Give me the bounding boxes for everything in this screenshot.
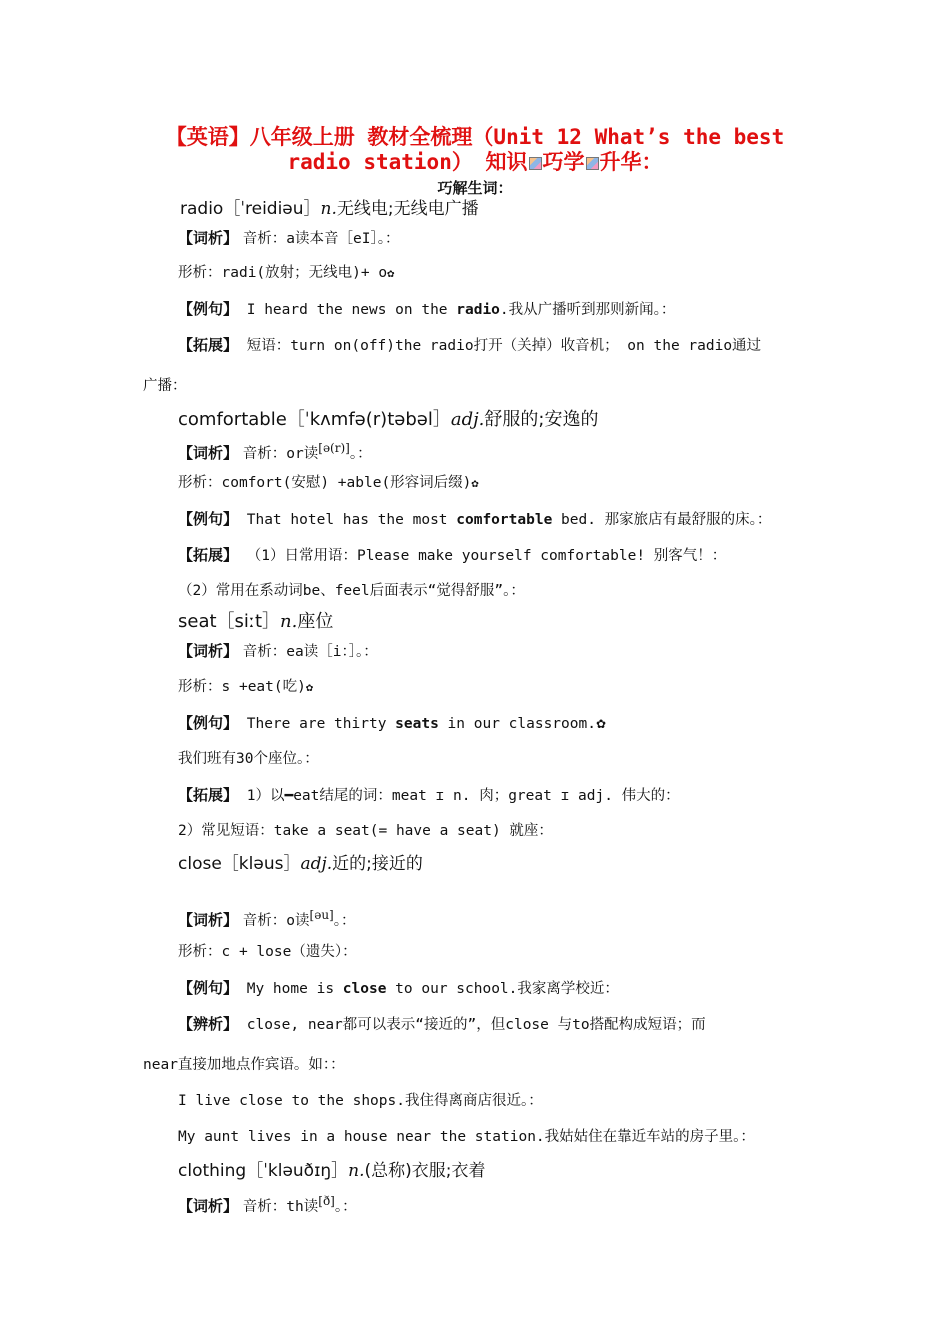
close-discrimination-continued: near直接加地点作宾语。如：： <box>143 1057 345 1073</box>
close-phonetic-analysis: 【词析】 音析：o读[əu]。： <box>178 908 356 929</box>
scroll-glyph-icon: ✿ <box>305 680 314 694</box>
scroll-glyph-icon: ✿ <box>387 266 395 280</box>
close-example-3: My aunt lives in a house near the station.我姑姑住在靠近车站的房子里。： <box>178 1129 755 1145</box>
clothing-phonetic-analysis: 【词析】 音析：th读[ð]。： <box>178 1194 357 1215</box>
comfortable-extension: 【拓展】 （1）日常用语：Please make yourself comfortable! 别客气！： <box>178 546 727 564</box>
section-heading: 巧解生词： <box>437 179 513 197</box>
radio-extension: 【拓展】 短语：turn on(off)the radio打开（关掉）收音机； on the radio通过 <box>178 336 762 354</box>
radio-form-analysis: 形析：radi(放射；无线电)+ o✿ <box>178 265 395 281</box>
close-discrimination: 【辨析】 close, near都可以表示“接近的”，但close 与to搭配构成短语；而 <box>178 1015 706 1033</box>
document-title-line2: radio station） 知识 巧学 升华： <box>287 150 663 174</box>
broken-image-icon <box>529 157 542 170</box>
scroll-glyph-icon: ✿ <box>595 717 607 731</box>
close-example-2: I live close to the shops.我住得离商店很近。： <box>178 1093 543 1109</box>
radio-example: 【例句】 I heard the news on the radio.我从广播听到那则新闻。： <box>178 300 676 318</box>
headword-close: close［kləus］adj.近的;接近的 <box>178 854 423 874</box>
headword-comfortable: comfortable［ˈkʌmfə(r)təbəl］adj.舒服的;安逸的 <box>178 409 599 430</box>
headword-radio: radio［ˈreidiəu］n.无线电;无线电广播 <box>180 199 479 219</box>
comfortable-form-analysis: 形析：comfort(安慰) +able(形容词后缀)✿ <box>178 475 479 491</box>
seat-extension-2: 2）常见短语：take a seat(= have a seat) 就座： <box>178 823 553 839</box>
headword-seat: seat［siːt］n.座位 <box>178 611 334 632</box>
comfortable-extension-2: （2）常用在系动词be、feel后面表示“觉得舒服”。： <box>178 583 525 599</box>
close-example: 【例句】 My home is close to our school.我家离学校近： <box>178 979 619 997</box>
radio-extension-continued: 广播： <box>143 378 187 394</box>
close-form-analysis: 形析：c + lose（遗失）： <box>178 944 357 960</box>
comfortable-example: 【例句】 That hotel has the most comfortable bed. 那家旅店有最舒服的床。： <box>178 510 772 528</box>
scroll-glyph-icon: ✿ <box>471 476 479 490</box>
seat-form-analysis: 形析：s +eat(吃)✿ <box>178 679 314 695</box>
seat-phonetic-analysis: 【词析】 音析：ea读［i：］。： <box>178 642 378 660</box>
seat-example-translation: 我们班有30个座位。： <box>178 751 319 767</box>
radio-phonetic-analysis: 【词析】 音析：a读本音［eI］。： <box>178 229 400 247</box>
comfortable-phonetic-analysis: 【词析】 音析：or读[ə(r)]。： <box>178 441 372 462</box>
seat-extension: 【拓展】 1）以━eat结尾的词：meat ɪ n. 肉；great ɪ adj. 伟大的： <box>178 786 680 804</box>
headword-clothing: clothing［ˈkləuðɪŋ］n.(总称)衣服;衣着 <box>178 1161 486 1181</box>
document-title-line1: 【英语】八年级上册 教材全梳理（Unit 12 What’s the best <box>165 125 785 149</box>
seat-example: 【例句】 There are thirty seats in our classroom.✿ <box>178 714 607 732</box>
broken-image-icon <box>586 157 599 170</box>
